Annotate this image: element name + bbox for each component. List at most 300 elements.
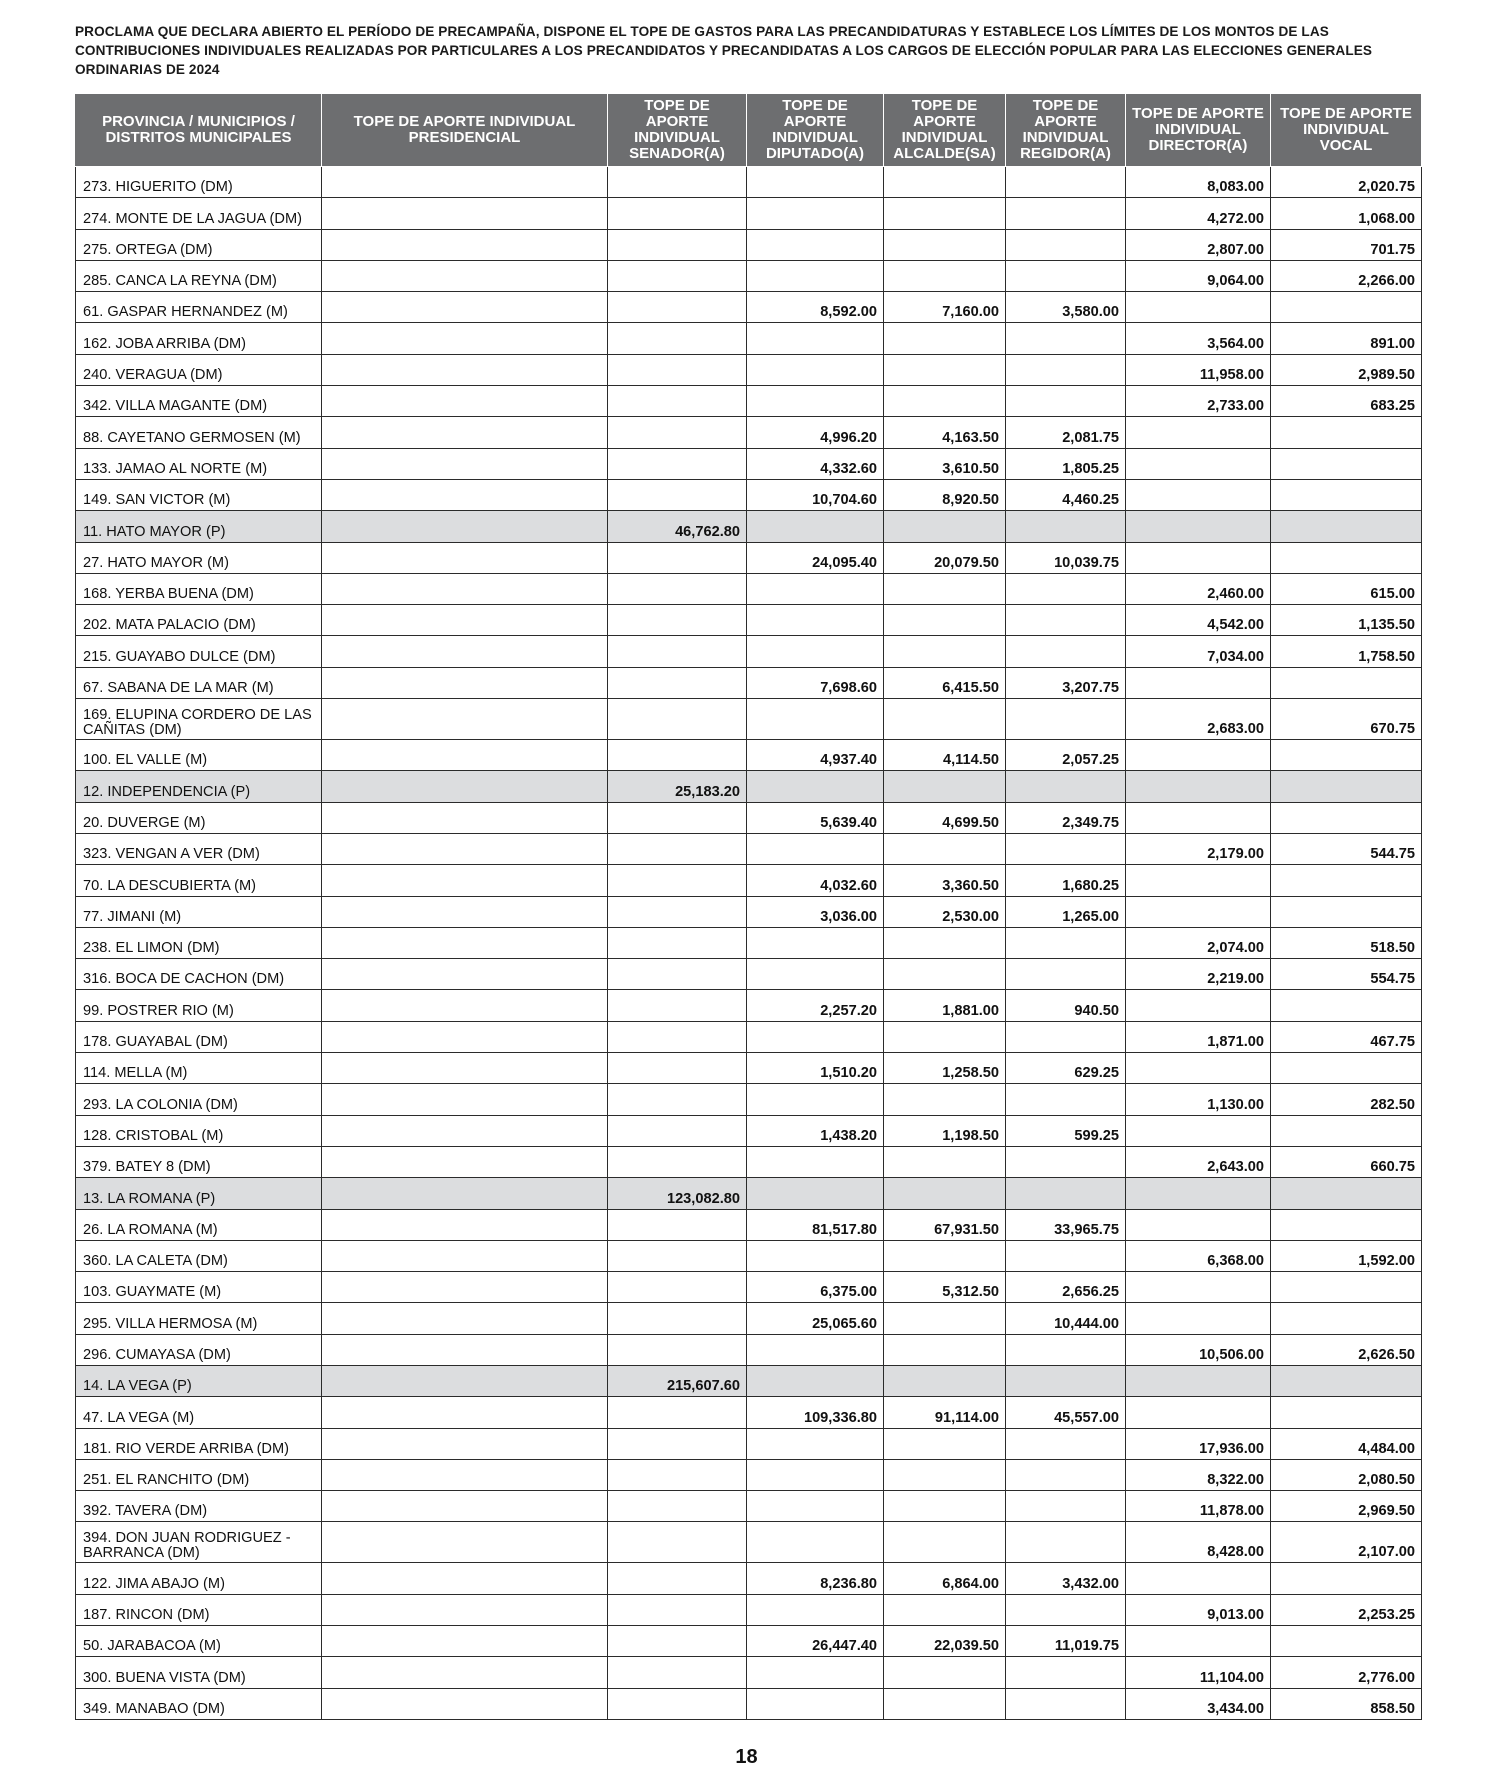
cell-location: 133. JAMAO AL NORTE (M) — [76, 448, 322, 479]
cell-presidential — [322, 167, 608, 198]
cell-deputy: 4,996.20 — [747, 417, 884, 448]
cell-director — [1126, 448, 1271, 479]
cell-director — [1126, 417, 1271, 448]
cell-presidential — [322, 1334, 608, 1365]
table-row — [76, 1522, 1422, 1563]
cell-councilor: 1,265.00 — [1006, 896, 1126, 927]
cell-location: 149. SAN VICTOR (M) — [76, 479, 322, 510]
cell-mayor: 3,610.50 — [884, 448, 1006, 479]
cell-senator — [608, 323, 747, 354]
cell-deputy: 1,438.20 — [747, 1115, 884, 1146]
cell-mayor: 67,931.50 — [884, 1209, 1006, 1240]
cell-vocal — [1271, 990, 1422, 1021]
cell-vocal — [1271, 1272, 1422, 1303]
cell-senator — [608, 1272, 747, 1303]
cell-senator — [608, 1522, 747, 1563]
table-row — [76, 1084, 1422, 1115]
cell-director — [1126, 1563, 1271, 1594]
cell-location: 50. JARABACOA (M) — [76, 1626, 322, 1657]
cell-vocal: 2,989.50 — [1271, 354, 1422, 385]
cell-presidential — [322, 833, 608, 864]
cell-location: 285. CANCA LA REYNA (DM) — [76, 260, 322, 291]
cell-deputy — [747, 1021, 884, 1052]
cell-mayor: 2,530.00 — [884, 896, 1006, 927]
contribution-caps-table — [75, 93, 1422, 1720]
table-row — [76, 1053, 1422, 1084]
cell-senator — [608, 1459, 747, 1490]
table-row — [76, 542, 1422, 573]
cell-mayor — [884, 833, 1006, 864]
cell-location: 114. MELLA (M) — [76, 1053, 322, 1084]
cell-mayor — [884, 167, 1006, 198]
table-body — [76, 167, 1422, 1720]
cell-presidential — [322, 1178, 608, 1209]
cell-director: 4,542.00 — [1126, 605, 1271, 636]
cell-councilor: 1,805.25 — [1006, 448, 1126, 479]
cell-location: 20. DUVERGE (M) — [76, 802, 322, 833]
cell-deputy: 4,937.40 — [747, 740, 884, 771]
cell-director: 8,322.00 — [1126, 1459, 1271, 1490]
table-row — [76, 959, 1422, 990]
cell-deputy: 109,336.80 — [747, 1397, 884, 1428]
cell-deputy: 7,698.60 — [747, 667, 884, 698]
cell-senator — [608, 605, 747, 636]
header-councilor: TOPE DE APORTE INDIVIDUAL REGIDOR(A) — [1006, 94, 1126, 167]
table-row — [76, 605, 1422, 636]
cell-mayor — [884, 699, 1006, 740]
cell-presidential — [322, 573, 608, 604]
cell-vocal: 660.75 — [1271, 1146, 1422, 1177]
cell-location: 202. MATA PALACIO (DM) — [76, 605, 322, 636]
cell-mayor — [884, 1084, 1006, 1115]
cell-deputy — [747, 1594, 884, 1625]
cell-vocal: 2,776.00 — [1271, 1657, 1422, 1688]
cell-mayor — [884, 1491, 1006, 1522]
table-row — [76, 1365, 1422, 1396]
cell-director: 8,428.00 — [1126, 1522, 1271, 1563]
cell-director: 2,733.00 — [1126, 386, 1271, 417]
cell-deputy — [747, 1178, 884, 1209]
table-row — [76, 699, 1422, 740]
cell-presidential — [322, 802, 608, 833]
cell-location: 323. VENGAN A VER (DM) — [76, 833, 322, 864]
cell-vocal: 2,020.75 — [1271, 167, 1422, 198]
cell-mayor — [884, 959, 1006, 990]
cell-deputy: 8,592.00 — [747, 292, 884, 323]
cell-presidential — [322, 1053, 608, 1084]
cell-presidential — [322, 1021, 608, 1052]
header-senator: TOPE DE APORTE INDIVIDUAL SENADOR(A) — [608, 94, 747, 167]
cell-director — [1126, 1272, 1271, 1303]
cell-deputy — [747, 1365, 884, 1396]
cell-councilor: 45,557.00 — [1006, 1397, 1126, 1428]
cell-deputy: 81,517.80 — [747, 1209, 884, 1240]
cell-presidential — [322, 927, 608, 958]
cell-councilor: 2,081.75 — [1006, 417, 1126, 448]
cell-vocal: 1,758.50 — [1271, 636, 1422, 667]
cell-deputy: 24,095.40 — [747, 542, 884, 573]
cell-deputy — [747, 959, 884, 990]
cell-director: 3,564.00 — [1126, 323, 1271, 354]
cell-deputy: 3,036.00 — [747, 896, 884, 927]
header-mayor: TOPE DE APORTE INDIVIDUAL ALCALDE(SA) — [884, 94, 1006, 167]
cell-director: 11,878.00 — [1126, 1491, 1271, 1522]
table-row — [76, 1657, 1422, 1688]
cell-mayor: 6,864.00 — [884, 1563, 1006, 1594]
cell-director — [1126, 896, 1271, 927]
table-row — [76, 229, 1422, 260]
cell-location: 13. LA ROMANA (P) — [76, 1178, 322, 1209]
cell-senator — [608, 542, 747, 573]
cell-presidential — [322, 636, 608, 667]
cell-presidential — [322, 667, 608, 698]
cell-deputy: 6,375.00 — [747, 1272, 884, 1303]
cell-location: 181. RIO VERDE ARRIBA (DM) — [76, 1428, 322, 1459]
cell-senator — [608, 667, 747, 698]
cell-deputy — [747, 699, 884, 740]
cell-vocal: 2,626.50 — [1271, 1334, 1422, 1365]
cell-director: 2,807.00 — [1126, 229, 1271, 260]
cell-location: 295. VILLA HERMOSA (M) — [76, 1303, 322, 1334]
cell-mayor — [884, 1594, 1006, 1625]
table-row — [76, 1209, 1422, 1240]
table-row — [76, 1021, 1422, 1052]
cell-councilor — [1006, 323, 1126, 354]
cell-vocal: 2,107.00 — [1271, 1522, 1422, 1563]
cell-presidential — [322, 292, 608, 323]
table-row — [76, 1115, 1422, 1146]
cell-director: 9,013.00 — [1126, 1594, 1271, 1625]
cell-senator — [608, 1626, 747, 1657]
cell-deputy — [747, 1334, 884, 1365]
cell-councilor — [1006, 1146, 1126, 1177]
cell-vocal — [1271, 479, 1422, 510]
cell-deputy — [747, 354, 884, 385]
cell-senator — [608, 636, 747, 667]
cell-vocal: 858.50 — [1271, 1688, 1422, 1719]
cell-director — [1126, 292, 1271, 323]
header-row — [76, 94, 1422, 167]
cell-councilor — [1006, 699, 1126, 740]
cell-vocal — [1271, 511, 1422, 542]
cell-deputy — [747, 1657, 884, 1688]
cell-mayor — [884, 260, 1006, 291]
cell-senator: 25,183.20 — [608, 771, 747, 802]
header-deputy: TOPE DE APORTE INDIVIDUAL DIPUTADO(A) — [747, 94, 884, 167]
cell-presidential — [322, 448, 608, 479]
cell-presidential — [322, 1594, 608, 1625]
cell-deputy — [747, 1491, 884, 1522]
cell-director — [1126, 1209, 1271, 1240]
cell-director — [1126, 667, 1271, 698]
cell-director — [1126, 990, 1271, 1021]
cell-director: 7,034.00 — [1126, 636, 1271, 667]
cell-vocal — [1271, 1626, 1422, 1657]
cell-mayor — [884, 386, 1006, 417]
cell-councilor — [1006, 1522, 1126, 1563]
table-row — [76, 1563, 1422, 1594]
cell-mayor: 20,079.50 — [884, 542, 1006, 573]
cell-senator: 46,762.80 — [608, 511, 747, 542]
cell-presidential — [322, 479, 608, 510]
cell-presidential — [322, 1084, 608, 1115]
cell-location: 11. HATO MAYOR (P) — [76, 511, 322, 542]
cell-director — [1126, 740, 1271, 771]
cell-location: 394. DON JUAN RODRIGUEZ - BARRANCA (DM) — [76, 1522, 322, 1563]
cell-director: 2,074.00 — [1126, 927, 1271, 958]
cell-deputy: 5,639.40 — [747, 802, 884, 833]
cell-senator — [608, 833, 747, 864]
cell-senator — [608, 198, 747, 229]
cell-deputy — [747, 927, 884, 958]
cell-mayor: 22,039.50 — [884, 1626, 1006, 1657]
cell-senator — [608, 1053, 747, 1084]
cell-director — [1126, 511, 1271, 542]
cell-vocal: 544.75 — [1271, 833, 1422, 864]
cell-deputy — [747, 1459, 884, 1490]
cell-vocal — [1271, 802, 1422, 833]
cell-senator — [608, 1594, 747, 1625]
cell-presidential — [322, 1365, 608, 1396]
cell-vocal — [1271, 1115, 1422, 1146]
cell-vocal: 2,080.50 — [1271, 1459, 1422, 1490]
cell-senator — [608, 1303, 747, 1334]
cell-senator — [608, 292, 747, 323]
cell-location: 122. JIMA ABAJO (M) — [76, 1563, 322, 1594]
cell-councilor: 3,580.00 — [1006, 292, 1126, 323]
cell-councilor — [1006, 636, 1126, 667]
cell-vocal — [1271, 1365, 1422, 1396]
cell-location: 187. RINCON (DM) — [76, 1594, 322, 1625]
cell-location: 379. BATEY 8 (DM) — [76, 1146, 322, 1177]
cell-location: 274. MONTE DE LA JAGUA (DM) — [76, 198, 322, 229]
cell-councilor: 2,656.25 — [1006, 1272, 1126, 1303]
table-row — [76, 833, 1422, 864]
cell-councilor — [1006, 833, 1126, 864]
cell-location: 240. VERAGUA (DM) — [76, 354, 322, 385]
cell-councilor — [1006, 1657, 1126, 1688]
cell-senator — [608, 740, 747, 771]
cell-senator — [608, 167, 747, 198]
cell-location: 178. GUAYABAL (DM) — [76, 1021, 322, 1052]
cell-deputy — [747, 1522, 884, 1563]
cell-mayor — [884, 229, 1006, 260]
cell-presidential — [322, 511, 608, 542]
table-row — [76, 417, 1422, 448]
cell-director: 4,272.00 — [1126, 198, 1271, 229]
page-number: 18 — [735, 1746, 758, 1768]
cell-director — [1126, 1365, 1271, 1396]
cell-councilor — [1006, 354, 1126, 385]
cell-vocal: 282.50 — [1271, 1084, 1422, 1115]
cell-director — [1126, 771, 1271, 802]
cell-councilor — [1006, 1334, 1126, 1365]
cell-presidential — [322, 1657, 608, 1688]
cell-mayor — [884, 771, 1006, 802]
table-row — [76, 636, 1422, 667]
table-row — [76, 1594, 1422, 1625]
cell-councilor: 11,019.75 — [1006, 1626, 1126, 1657]
cell-presidential — [322, 386, 608, 417]
cell-vocal — [1271, 292, 1422, 323]
cell-deputy: 2,257.20 — [747, 990, 884, 1021]
cell-vocal — [1271, 1303, 1422, 1334]
cell-mayor — [884, 354, 1006, 385]
cell-vocal: 2,253.25 — [1271, 1594, 1422, 1625]
cell-location: 12. INDEPENDENCIA (P) — [76, 771, 322, 802]
header-presidential: TOPE DE APORTE INDIVIDUAL PRESIDENCIAL — [322, 94, 608, 167]
table-row — [76, 1240, 1422, 1271]
cell-presidential — [322, 198, 608, 229]
cell-presidential — [322, 1303, 608, 1334]
cell-councilor — [1006, 167, 1126, 198]
cell-location: 128. CRISTOBAL (M) — [76, 1115, 322, 1146]
cell-presidential — [322, 740, 608, 771]
cell-mayor — [884, 1178, 1006, 1209]
cell-senator — [608, 959, 747, 990]
cell-councilor — [1006, 1688, 1126, 1719]
cell-deputy — [747, 167, 884, 198]
cell-location: 88. CAYETANO GERMOSEN (M) — [76, 417, 322, 448]
cell-location: 61. GASPAR HERNANDEZ (M) — [76, 292, 322, 323]
cell-director: 1,871.00 — [1126, 1021, 1271, 1052]
cell-deputy: 1,510.20 — [747, 1053, 884, 1084]
cell-presidential — [322, 990, 608, 1021]
cell-presidential — [322, 1115, 608, 1146]
cell-location: 67. SABANA DE LA MAR (M) — [76, 667, 322, 698]
cell-presidential — [322, 605, 608, 636]
cell-councilor — [1006, 1365, 1126, 1396]
cell-senator — [608, 1334, 747, 1365]
cell-director: 2,683.00 — [1126, 699, 1271, 740]
table-row — [76, 1459, 1422, 1490]
cell-presidential — [322, 354, 608, 385]
cell-location: 342. VILLA MAGANTE (DM) — [76, 386, 322, 417]
table-row — [76, 865, 1422, 896]
cell-location: 360. LA CALETA (DM) — [76, 1240, 322, 1271]
cell-deputy — [747, 1428, 884, 1459]
table-row — [76, 1626, 1422, 1657]
cell-senator — [608, 448, 747, 479]
cell-councilor — [1006, 927, 1126, 958]
cell-presidential — [322, 865, 608, 896]
cell-location: 70. LA DESCUBIERTA (M) — [76, 865, 322, 896]
cell-vocal: 701.75 — [1271, 229, 1422, 260]
cell-director: 2,460.00 — [1126, 573, 1271, 604]
table-row — [76, 511, 1422, 542]
cell-presidential — [322, 323, 608, 354]
cell-presidential — [322, 896, 608, 927]
cell-senator — [608, 1491, 747, 1522]
cell-vocal: 1,068.00 — [1271, 198, 1422, 229]
table-row — [76, 323, 1422, 354]
table-row — [76, 386, 1422, 417]
cell-councilor — [1006, 198, 1126, 229]
cell-director — [1126, 802, 1271, 833]
cell-presidential — [322, 1459, 608, 1490]
cell-vocal: 2,969.50 — [1271, 1491, 1422, 1522]
table-row — [76, 1491, 1422, 1522]
cell-mayor — [884, 198, 1006, 229]
cell-senator: 123,082.80 — [608, 1178, 747, 1209]
header-province: PROVINCIA / MUNICIPIOS / DISTRITOS MUNICIPALES — [76, 94, 322, 167]
table-row — [76, 354, 1422, 385]
table-row — [76, 573, 1422, 604]
table-row — [76, 802, 1422, 833]
cell-director — [1126, 1115, 1271, 1146]
cell-vocal — [1271, 865, 1422, 896]
cell-deputy — [747, 771, 884, 802]
cell-deputy — [747, 198, 884, 229]
cell-deputy: 10,704.60 — [747, 479, 884, 510]
cell-director — [1126, 1397, 1271, 1428]
cell-vocal: 518.50 — [1271, 927, 1422, 958]
cell-director: 9,064.00 — [1126, 260, 1271, 291]
cell-councilor — [1006, 229, 1126, 260]
cell-councilor: 2,057.25 — [1006, 740, 1126, 771]
cell-location: 275. ORTEGA (DM) — [76, 229, 322, 260]
cell-location: 349. MANABAO (DM) — [76, 1688, 322, 1719]
cell-mayor: 4,163.50 — [884, 417, 1006, 448]
cell-deputy: 4,032.60 — [747, 865, 884, 896]
cell-mayor: 6,415.50 — [884, 667, 1006, 698]
cell-vocal — [1271, 771, 1422, 802]
cell-vocal: 1,592.00 — [1271, 1240, 1422, 1271]
cell-vocal: 4,484.00 — [1271, 1428, 1422, 1459]
cell-vocal: 467.75 — [1271, 1021, 1422, 1052]
cell-senator — [608, 1021, 747, 1052]
cell-presidential — [322, 959, 608, 990]
cell-presidential — [322, 1209, 608, 1240]
cell-mayor — [884, 1303, 1006, 1334]
cell-mayor — [884, 636, 1006, 667]
table-row — [76, 448, 1422, 479]
cell-vocal — [1271, 896, 1422, 927]
cell-vocal: 891.00 — [1271, 323, 1422, 354]
table-row — [76, 292, 1422, 323]
cell-senator — [608, 417, 747, 448]
cell-senator — [608, 479, 747, 510]
cell-presidential — [322, 1522, 608, 1563]
cell-deputy — [747, 511, 884, 542]
cell-mayor — [884, 605, 1006, 636]
cell-vocal — [1271, 1053, 1422, 1084]
cell-deputy — [747, 833, 884, 864]
cell-mayor — [884, 1428, 1006, 1459]
cell-mayor — [884, 1146, 1006, 1177]
cell-location: 169. ELUPINA CORDERO DE LAS CAÑITAS (DM) — [76, 699, 322, 740]
cell-location: 99. POSTRER RIO (M) — [76, 990, 322, 1021]
cell-location: 47. LA VEGA (M) — [76, 1397, 322, 1428]
cell-mayor: 1,881.00 — [884, 990, 1006, 1021]
document-title: PROCLAMA QUE DECLARA ABIERTO EL PERÍODO DE PRECAMPAÑA, DISPONE EL TOPE DE GASTOS PARA LAS PRECANDIDATURAS Y ESTABLECE LOS LÍMITES DE LOS MONTOS DE LAS CONTRIBUCIONES INDIVIDUALES REALIZADAS POR PARTICULARES A LOS PRECANDIDATOS Y PRECANDIDATAS A LOS CARGOS DE ELECCIÓN POPULAR PARA LAS ELECCIONES GENERALES ORDINARIAS DE 2024 — [75, 24, 1373, 77]
cell-mayor — [884, 323, 1006, 354]
cell-presidential — [322, 1688, 608, 1719]
cell-location: 273. HIGUERITO (DM) — [76, 167, 322, 198]
cell-deputy — [747, 1688, 884, 1719]
cell-location: 215. GUAYABO DULCE (DM) — [76, 636, 322, 667]
cell-senator — [608, 1563, 747, 1594]
cell-location: 316. BOCA DE CACHON (DM) — [76, 959, 322, 990]
cell-deputy: 4,332.60 — [747, 448, 884, 479]
cell-deputy: 26,447.40 — [747, 1626, 884, 1657]
cell-mayor — [884, 511, 1006, 542]
table-row — [76, 198, 1422, 229]
cell-director — [1126, 1053, 1271, 1084]
cell-councilor: 940.50 — [1006, 990, 1126, 1021]
cell-councilor: 629.25 — [1006, 1053, 1126, 1084]
cell-presidential — [322, 1397, 608, 1428]
